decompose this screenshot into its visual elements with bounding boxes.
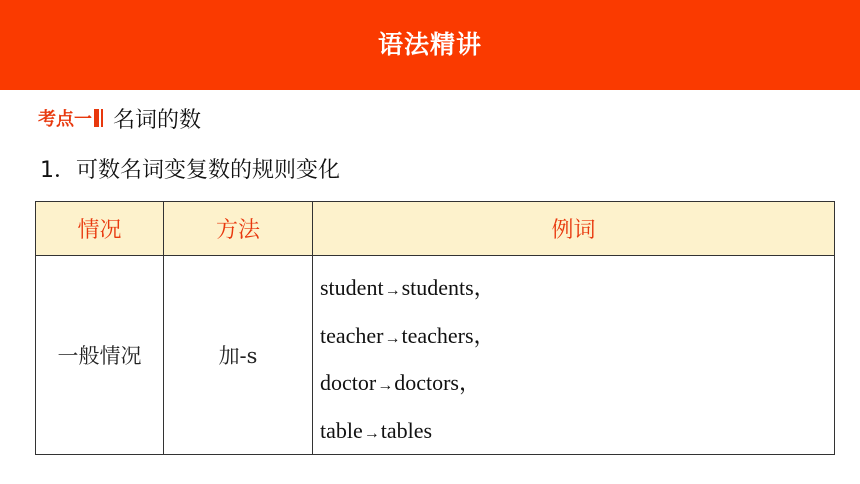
example-singular: doctor: [320, 370, 377, 395]
tag-bar-icon: [94, 109, 99, 127]
example-plural: teachers，: [401, 322, 496, 348]
arrow-right-icon: →: [363, 424, 380, 442]
example-line: [320, 264, 834, 312]
example-plural: doctors，: [394, 370, 481, 395]
example-line: [320, 359, 834, 407]
example-singular: teacher: [320, 322, 384, 348]
example-singular: student: [320, 275, 384, 300]
arrow-right-icon: →: [384, 282, 401, 299]
column-header-method: 方法: [164, 202, 313, 256]
section-header: [0, 0, 860, 90]
example-singular: table: [320, 417, 363, 443]
table-row: [36, 256, 835, 455]
table-header-row: [36, 202, 835, 256]
tag-bar-thin-icon: [101, 109, 103, 127]
example-line: [320, 407, 834, 455]
example-plural: students，: [401, 275, 496, 300]
point-title: 名词的数: [113, 107, 202, 133]
header-title: 语法精讲: [377, 30, 482, 59]
example-line: [320, 312, 834, 360]
case-cell: 一般情况: [36, 256, 164, 455]
example-plural: tables: [380, 417, 433, 443]
arrow-right-icon: →: [384, 329, 401, 347]
grammar-table: [35, 201, 835, 455]
examples-cell: [313, 256, 835, 455]
column-header-examples: 例词: [313, 202, 835, 256]
point-tag: 考点一: [38, 109, 92, 130]
rule-heading: 1．可数名词变复数的规则变化: [40, 158, 340, 183]
point-row: [38, 101, 201, 135]
arrow-right-icon: →: [377, 377, 394, 394]
column-header-case: 情况: [36, 202, 164, 256]
method-cell: 加-s: [164, 256, 313, 455]
